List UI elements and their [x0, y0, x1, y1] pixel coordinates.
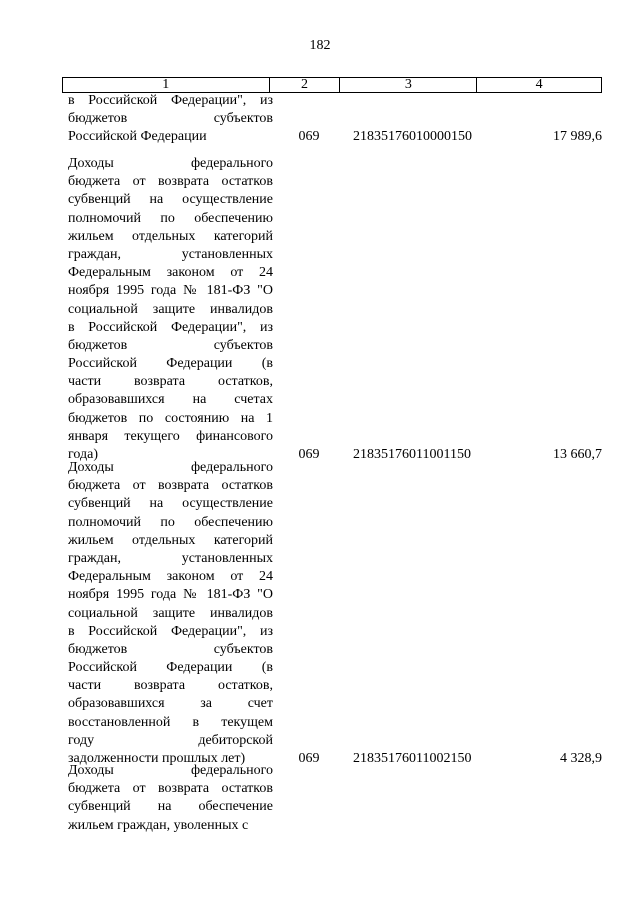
- description-line: жильем отдельных категорий: [68, 228, 273, 244]
- description-line: жильем граждан, уволенных с: [68, 817, 249, 833]
- description-line: жильем отдельных категорий: [68, 532, 273, 548]
- description-line: года): [68, 447, 98, 462]
- column-header-4: 4: [477, 78, 602, 93]
- admin-code: 069: [298, 751, 320, 767]
- budget-code: 21835176011001150: [353, 447, 471, 463]
- page-number: 182: [309, 38, 331, 53]
- description-line: Доходы федерального: [68, 763, 273, 778]
- row-description: [68, 155, 273, 464]
- description-line: бюджетов субъектов: [68, 111, 273, 127]
- description-line: января текущего финансового: [68, 428, 273, 444]
- description-line: субвенций на осуществление: [68, 192, 273, 208]
- amount: 13 660,7: [553, 447, 602, 463]
- description-line: задолженности прошлых лет): [68, 751, 246, 766]
- admin-code: 069: [298, 447, 320, 463]
- description-line: образовавшихся за счет: [68, 696, 273, 712]
- description-line: Российской Федерации (в: [68, 660, 273, 676]
- description-line: бюджетов субъектов: [68, 641, 273, 657]
- column-header-2: 2: [269, 78, 340, 93]
- description-line: бюджета от возврата остатков: [68, 174, 273, 190]
- description-line: полномочий по обеспечению: [68, 210, 273, 226]
- budget-code: 21835176011002150: [353, 751, 472, 767]
- description-line: ноября 1995 года № 181-ФЗ "О: [68, 587, 273, 603]
- amount: 4 328,9: [560, 751, 602, 767]
- description-line: году дебиторской: [68, 732, 273, 748]
- admin-code: 069: [298, 129, 320, 145]
- description-line: части возврата остатков,: [68, 678, 273, 694]
- row-description: [68, 92, 273, 147]
- row-description: [68, 762, 273, 835]
- description-line: субвенций на обеспечение: [68, 799, 273, 815]
- description-line: Федеральным законом от 24: [68, 569, 273, 585]
- column-header-1: 1: [63, 78, 270, 93]
- description-line: восстановленной в текущем: [68, 714, 273, 730]
- description-line: бюджета от возврата остатков: [68, 478, 273, 494]
- description-line: субвенций на осуществление: [68, 496, 273, 512]
- description-line: в Российской Федерации", из: [68, 319, 273, 335]
- description-line: Доходы федерального: [68, 460, 273, 475]
- description-line: социальной защите инвалидов: [68, 605, 273, 621]
- column-header-3: 3: [340, 78, 477, 93]
- description-line: части возврата остатков,: [68, 374, 273, 390]
- column-header-row: [62, 77, 602, 93]
- amount: 17 989,6: [553, 129, 602, 145]
- description-line: бюджетов по состоянию на 1: [68, 410, 273, 426]
- description-line: в Российской Федерации", из: [68, 93, 273, 108]
- description-line: социальной защите инвалидов: [68, 301, 273, 317]
- description-line: образовавшихся на счетах: [68, 392, 273, 408]
- description-line: Российской Федерации: [68, 129, 207, 145]
- description-line: Федеральным законом от 24: [68, 265, 273, 281]
- description-line: Российской Федерации (в: [68, 356, 273, 372]
- description-line: полномочий по обеспечению: [68, 514, 273, 530]
- description-line: бюджетов субъектов: [68, 337, 273, 353]
- description-line: Доходы федерального: [68, 156, 273, 171]
- budget-code: 21835176010000150: [353, 129, 472, 145]
- description-line: граждан, установленных: [68, 550, 273, 566]
- description-line: ноября 1995 года № 181-ФЗ "О: [68, 283, 273, 299]
- description-line: в Российской Федерации", из: [68, 623, 273, 639]
- description-line: бюджета от возврата остатков: [68, 781, 273, 797]
- row-description: [68, 459, 273, 768]
- description-line: граждан, установленных: [68, 246, 273, 262]
